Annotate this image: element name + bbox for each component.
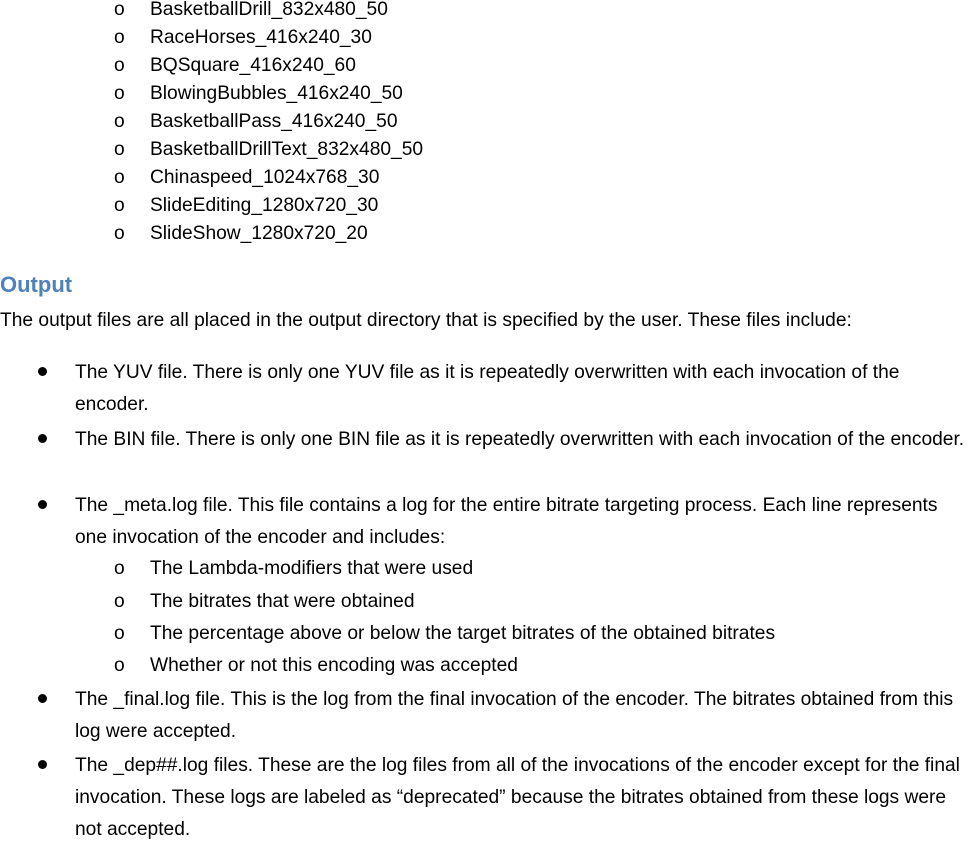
bullet-icon xyxy=(38,434,47,443)
list-item: The _dep##.log files. These are the log files from all of the invocations of the encoder except for the final invocation. These logs are labeled as “deprecated” because the bitrates obtained from these logs were not accepted. xyxy=(75,755,960,840)
list-marker: o xyxy=(114,167,125,188)
list-item: Chinaspeed_1024x768_30 xyxy=(150,167,380,188)
list-marker: o xyxy=(114,558,125,579)
bullet-icon xyxy=(38,500,47,509)
list-marker: o xyxy=(114,223,125,244)
list-marker: o xyxy=(114,111,125,132)
list-item: The YUV file. There is only one YUV file as it is repeatedly overwritten with each invocation of the encoder. xyxy=(75,362,900,415)
bullet-icon xyxy=(38,367,47,376)
section-heading-output: Output xyxy=(0,272,73,297)
bullet-icon xyxy=(38,694,47,703)
list-marker: o xyxy=(114,27,125,48)
bullet-icon xyxy=(38,760,47,769)
list-item: BlowingBubbles_416x240_50 xyxy=(150,83,403,104)
list-item: The BIN file. There is only one BIN file as it is repeatedly overwritten with each invocation of the encoder. xyxy=(75,429,965,450)
list-item: BasketballDrillText_832x480_50 xyxy=(150,139,424,160)
list-marker: o xyxy=(114,623,125,644)
list-marker: o xyxy=(114,591,125,612)
list-marker: o xyxy=(114,0,125,20)
list-item: RaceHorses_416x240_30 xyxy=(150,27,372,48)
list-marker: o xyxy=(114,83,125,104)
list-item: BasketballDrill_832x480_50 xyxy=(150,0,388,20)
list-marker: o xyxy=(114,195,125,216)
list-item: The Lambda-modifiers that were used xyxy=(150,558,474,579)
list-item: BasketballPass_416x240_50 xyxy=(150,111,398,132)
list-marker: o xyxy=(114,55,125,76)
list-item: SlideShow_1280x720_20 xyxy=(150,223,368,244)
list-item: The percentage above or below the target bitrates of the obtained bitrates xyxy=(150,623,776,644)
list-item: BQSquare_416x240_60 xyxy=(150,55,356,76)
list-item: The bitrates that were obtained xyxy=(150,591,415,612)
list-item: The _final.log file. This is the log from the final invocation of the encoder. The bitrates obtained from this log were accepted. xyxy=(75,689,954,742)
list-marker: o xyxy=(114,655,125,676)
list-marker: o xyxy=(114,139,125,160)
intro-paragraph: The output files are all placed in the output directory that is specified by the user. These files include: xyxy=(0,310,852,331)
list-item: The _meta.log file. This file contains a log for the entire bitrate targeting process. Each line represents one invocation of the encoder and includes: xyxy=(75,495,938,548)
list-item: SlideEditing_1280x720_30 xyxy=(150,195,379,216)
list-item: Whether or not this encoding was accepted xyxy=(150,655,518,676)
